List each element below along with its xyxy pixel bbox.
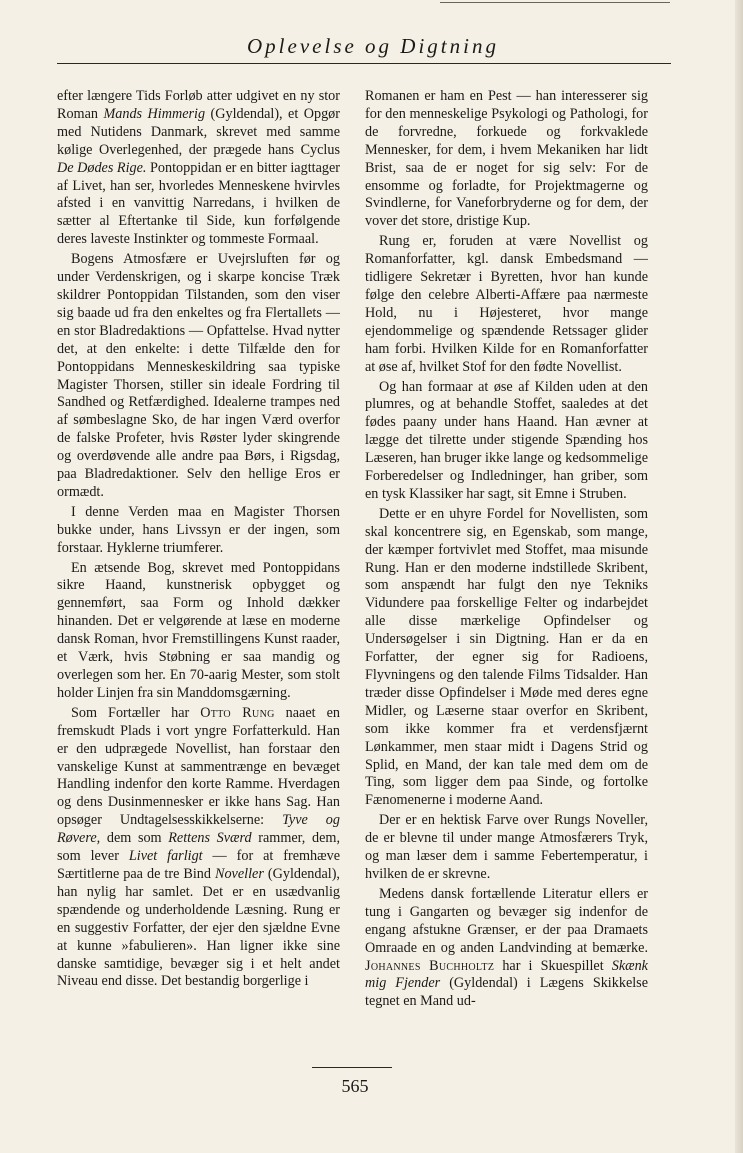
paragraph: Bogens Atmosfære er Uvejrsluften før og under Verdenskrigen, og i skarpe koncise Træk skildrer Pontoppidan Tilstanden, som den viser sig baade ud fra den enkeltes og fra Flertallets — en stor Bladredaktions — Opfattelse. Hvad nytter det, at den enkelte: i dette Tilfælde den for Pontoppidans Menneskeskildring saa typiske Magister Thorsen, stiller sin ideale Fordring til Sandhed og Retfærdighed. Idealerne trampes ned af sømbeslagne Sko, de har ingen Værd overfor de falske Profeter, hvis Røster lyder skingrende og overdøvende alle andre paa Børs, i Rigsdag, paa Bladredaktioner. Selv den hellige Eros er ormædt.: [57, 251, 340, 500]
paragraph: Romanen er ham en Pest — han interesserer sig for den menneskelige Psykologi og Pathologi, for de forvredne, forkuede og forkvaklede Mennesker, for dem, i hvem Mekaniken har lidt Brist, saa de er noget for sig selv: For de ensomme og forladte, for Projektmagerne og Svindlerne, for Vaneforbryderne og for dem, der vover det store, dristige Kup.: [365, 88, 648, 230]
paragraph: Der er en hektisk Farve over Rungs Noveller, de er blevne til under mange Atmosfærers Tryk, og man læser dem i samme Febertemperatur, i hvilken de er skrevne.: [365, 812, 648, 882]
top-edge-rule: [440, 2, 670, 3]
book-title: Rettens Sværd: [168, 830, 252, 847]
book-title: Livet farligt: [128, 848, 203, 865]
book-title: Tyve og Røvere,: [57, 812, 340, 847]
book-title: Mands Himmerig: [103, 105, 206, 122]
book-title: Skænk mig Fjender: [365, 957, 648, 992]
paragraph: Rung er, foruden at være Novellist og Romanforfatter, kgl. dansk Embedsmand — tidligere Sekretær i Byretten, hvor han kunde følge den celebre Alberti-Affære paa nærmeste Hold, nu i Højesteret, hvor mange ejendommelige og spændende Retssager glider ham forbi. Hvilken Kilde for en Romanforfatter at øse af, hvilket Stof for den fødte Novellist.: [365, 233, 648, 375]
page-number: 565: [341, 1076, 369, 1096]
paragraph: Medens dansk fortællende Literatur ellers er tung i Gangarten og bevæger sig indenfor de engang afstukne Grænser, er der paa Dramaets Omraade en og anden Landvinding at bemærke. Johannes Buchholtz har i Skuespillet Skænk mig Fjender (Gyldendal) i Lægens Skikkelse tegnet en Mand ud-: [365, 885, 648, 1010]
paragraph: Som Fortæller har Otto Rung naaet en fremskudt Plads i vort yngre Forfatterkuld. Han er den udprægede Novellist, han forstaar den vanskelige Kunst at sammentrænge en bevæget Handling indenfor den korte Ramme. Hverdagen og dens Dusinmennesker er ikke hans Sag. Han opsøger Undtagelsesskikkelserne: Tyve og Røvere, dem som Rettens Sværd rammer, dem, som lever Livet farligt — for at fremhæve Særtitlerne paa de tre Bind Noveller (Gyldendal), han nylig har samlet. Det er en usædvanlig spændende og underholdende Læsning. Rung er en suggestiv Forfatter, der ejer den sjældne Evne at kunne »fabulieren». Han ligner ikke sine danske samtidige, bevæger sig i et helt andet Niveau end disse. Det bestandig borgerlige i: [57, 704, 341, 990]
running-title: Oplevelse og Digtning: [247, 34, 499, 58]
author-name: Johannes Buchholtz: [365, 957, 495, 974]
paragraph: efter længere Tids Forløb atter udgivet en ny stor Roman Mands Himmerig (Gyldendal), et Opgør med Nutidens Danmark, skrevet med samme kølige Overlegenhed, der prægede hans Cyclus De Dødes Rige. Pontoppidan er en bitter iagttager af Livet, han ser, hvorledes Menneskene hvirvles afsted i en vanvittig Narredans, i hvilken de sætter al Eftertanke til Side, kun forfølgende deres laveste Instinkter og tommeste Formaal.: [57, 88, 340, 248]
left-column: [57, 88, 340, 991]
footer-rule: [312, 1067, 392, 1068]
paragraph: I denne Verden maa en Magister Thorsen bukke under, hans Livssyn er der ingen, som forstaar. Hyklerne triumferer.: [57, 503, 340, 556]
header-rule: [57, 63, 671, 64]
paragraph: En ætsende Bog, skrevet med Pontoppidans sikre Haand, kunstnerisk opbygget og gennemført, saa Form og Inhold dækker hinanden. Det er velgørende at læse en moderne dansk Roman, hvor Fremstillingens Kunst raader, et Værk, hvis Støbning er saa mandig og overlegen som her. En 70-aarig Mester, som stolt holder Linjen fra sin Manddomsgærning.: [57, 559, 340, 701]
author-name: Otto Rung: [200, 704, 275, 721]
book-title: Noveller: [215, 865, 264, 882]
page-edge-shadow: [735, 0, 743, 1153]
book-title: De Dødes Rige.: [57, 159, 147, 176]
paragraph: Dette er en uhyre Fordel for Novellisten, som skal koncentrere sig, en Egenskab, som mange, der kæmper fortvivlet med Stoffet, maa misunde Rung. Han er den moderne indstillede Skribent, som anspændt har fulgt den nye Tekniks Vidundere paa forskellige Felter og indarbejdet alle disse mærkelige Opfindelser og Undersøgelser i sin Digtning. Han er da en Forfatter, der egner sig for Radioens, Flyvningens og den talende Films Tidsalder. Han træder disse Opfindelser i Møde med deres egne Midler, og Læserne staar overfor en Skribent, som ikke kommer fra et verdensfjærnt Lønkammer, men staar midt i Dagens Strid og Splid, en Mand, der kan tale med dem om de Ting, som ligger dem paa Sinde, og fortolke Fænomenerne i moderne Aand.: [365, 505, 648, 809]
right-column: [365, 88, 648, 1011]
paragraph: Og han formaar at øse af Kilden uden at den plumres, og at behandle Stoffet, saaledes at det fødes paany under hans Haand. Han ævner at lægge det tilrette under stigende Spænding hos Læseren, han bruger ikke lange og kedsommelige Forberedelser og Indledninger, han griber, som en tysk Klassiker har sagt, sit Emne i Struben.: [365, 378, 648, 502]
